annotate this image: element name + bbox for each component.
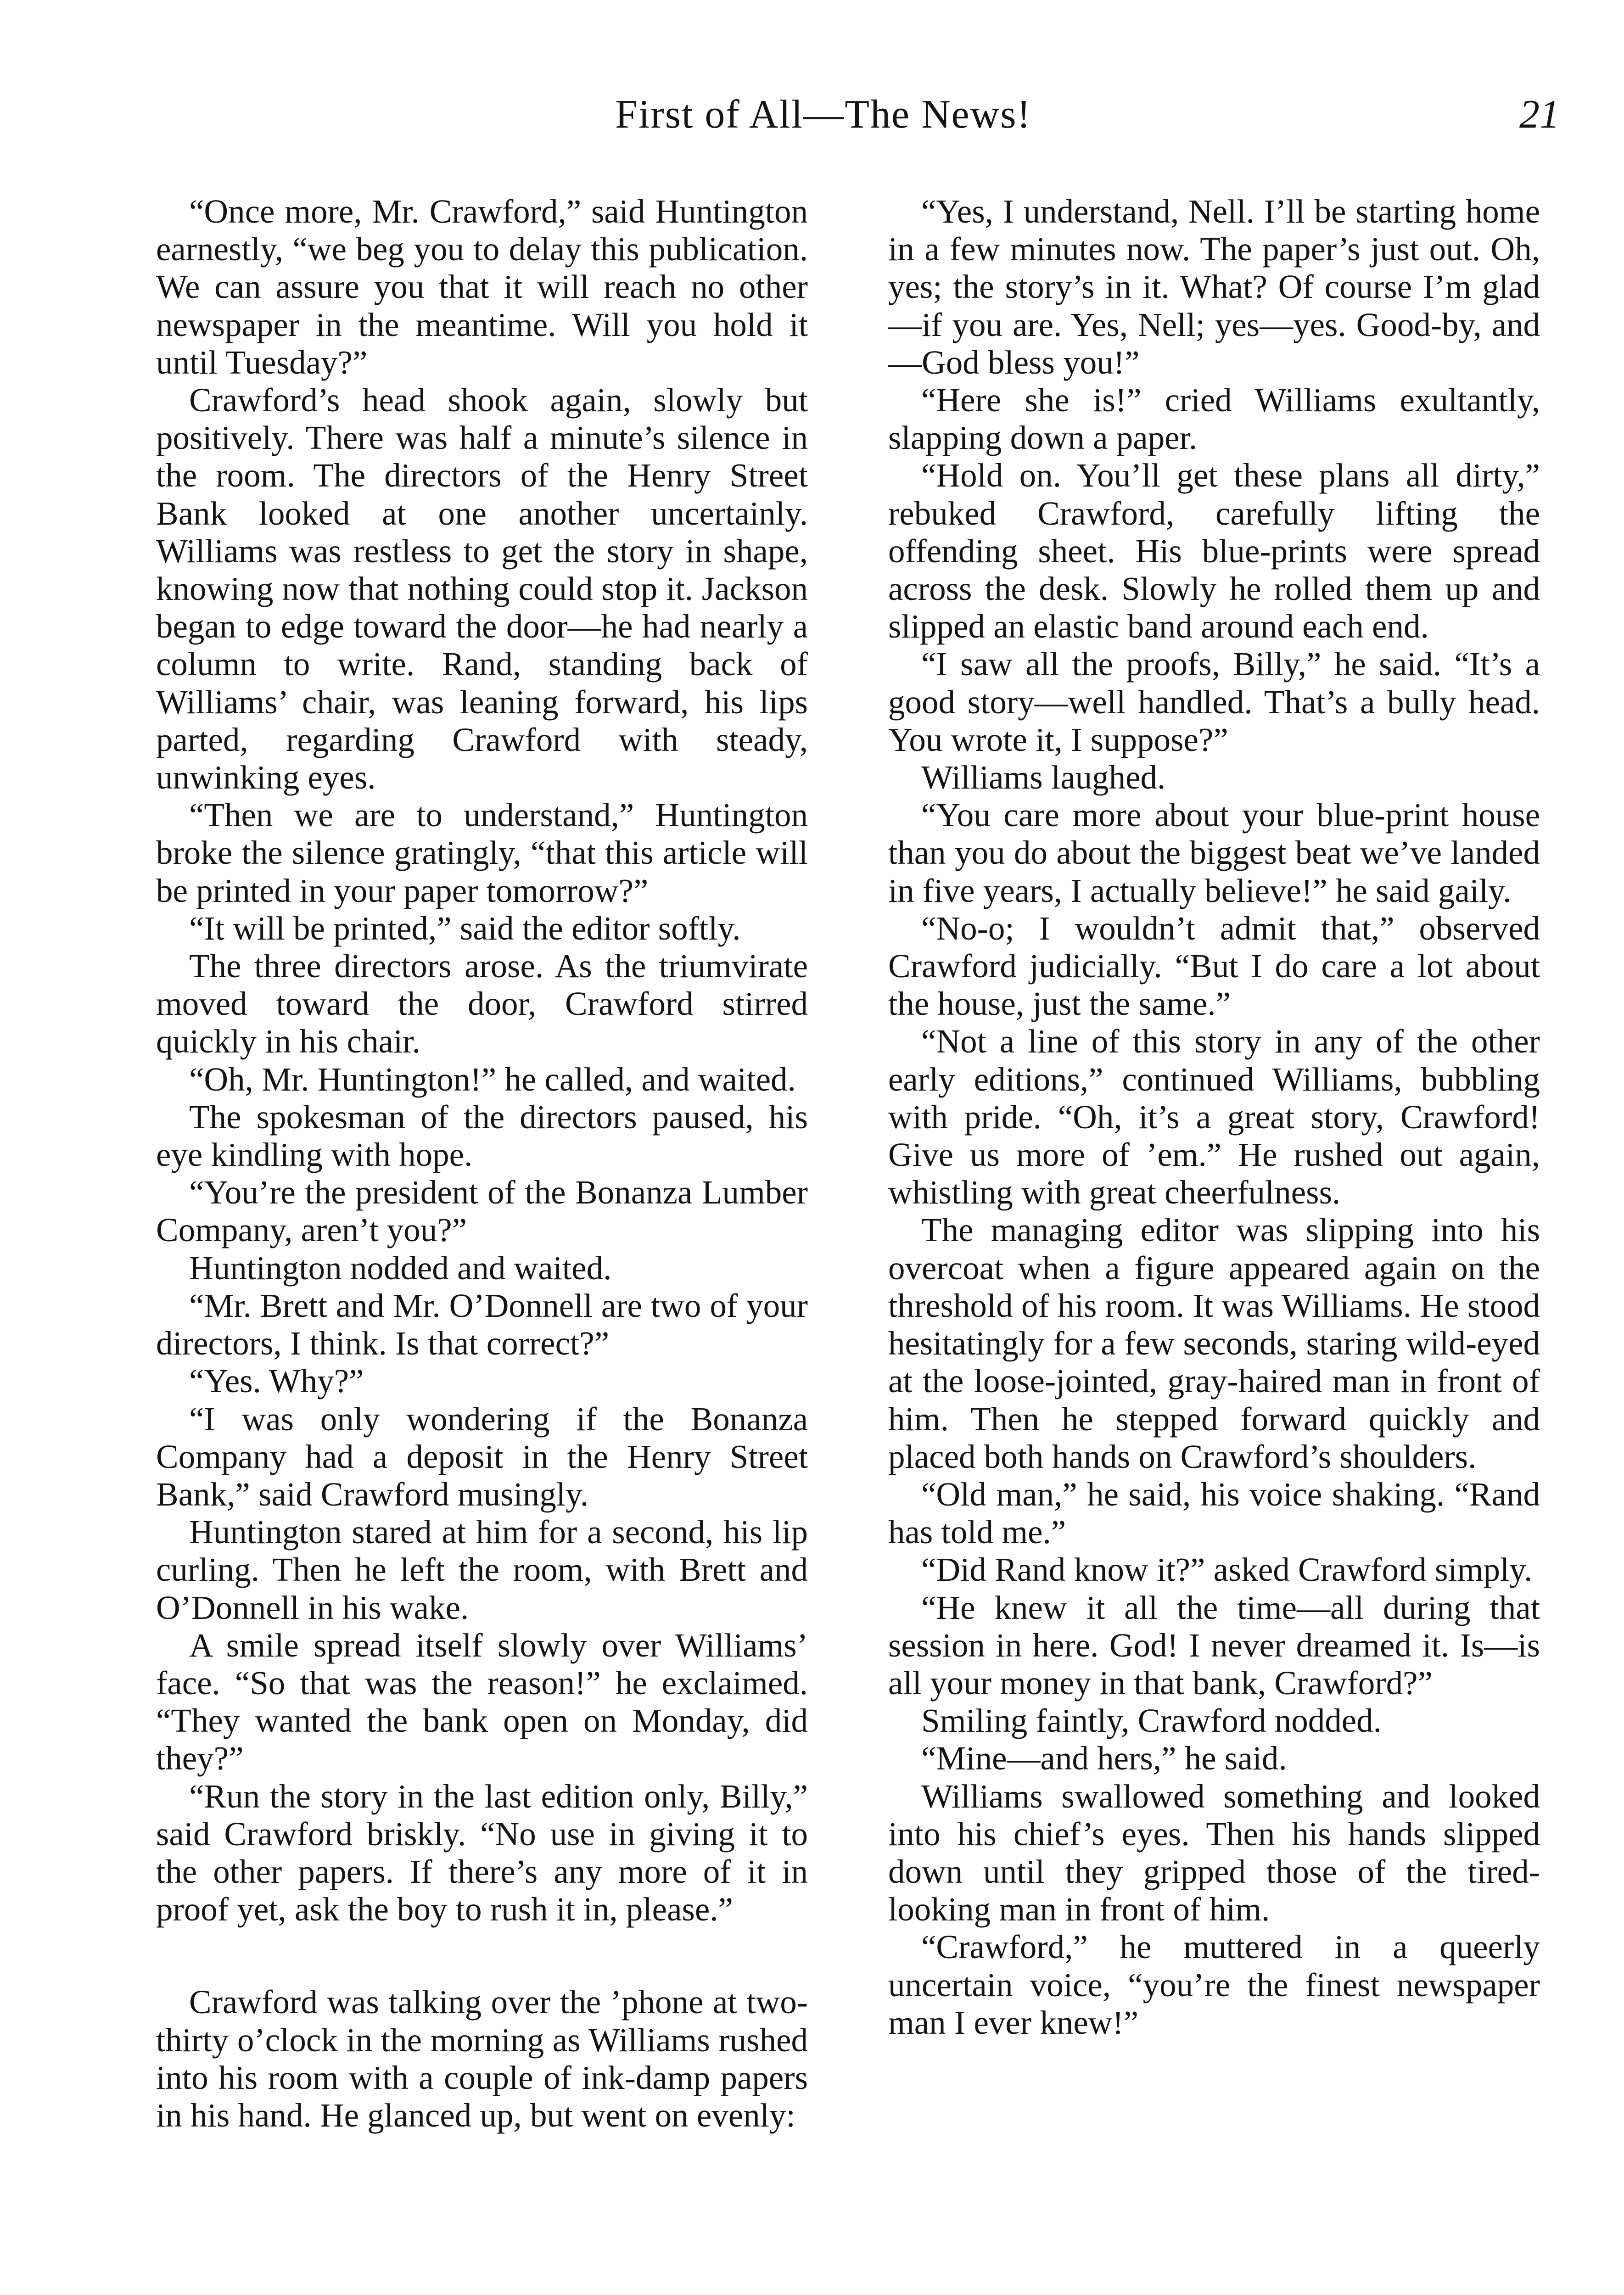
paragraph: “It will be printed,” said the editor softly. (189, 909, 741, 947)
paragraph: “I saw all the proofs, Billy,” he said. “It’s a good story—well handled. That’s a bully head. You wrote it, I suppose?” (888, 645, 1540, 758)
page-number: 21 (1519, 92, 1560, 137)
paragraph: “Did Rand know it?” asked Crawford simply. (921, 1551, 1533, 1589)
paragraph: “Then we are to understand,” Huntington broke the silence gratingly, “that this article will be printed in your paper tomorrow?” (156, 796, 808, 909)
paragraph: “He knew it all the time—all during that session in here. God! I never dreamed it. Is—is all your money in that bank, Crawford?” (888, 1589, 1540, 1702)
paragraph: “I was only wondering if the Bonanza Company had a deposit in the Henry Street Bank,” said Crawford musingly. (156, 1400, 808, 1513)
paragraph: “Mine—and hers,” he said. (921, 1740, 1287, 1777)
paragraph: “Old man,” he said, his voice shaking. “Rand has told me.” (888, 1475, 1540, 1551)
left-column (156, 193, 808, 2134)
paragraph: Smiling faintly, Crawford nodded. (921, 1702, 1382, 1740)
paragraph: “Here she is!” cried Williams exultantly, slapping down a paper. (888, 381, 1540, 457)
paragraph: “Once more, Mr. Crawford,” said Huntington earnestly, “we beg you to delay this publication. We can assure you that it will reach no other newspaper in the meantime. Will you hold it until Tuesday?” (156, 193, 808, 381)
paragraph: “Hold on. You’ll get these plans all dirty,” rebuked Crawford, carefully lifting the offending sheet. His blue-prints were spread across the desk. Slowly he rolled them up and slipped an elastic band around each end. (888, 457, 1540, 645)
page-header (0, 87, 1624, 151)
paragraph: “Run the story in the last edition only, Billy,” said Crawford briskly. “No use in giving it to the other papers. If there’s any more of it in proof yet, ask the boy to rush it in, please.” (156, 1777, 808, 1928)
paragraph: “Not a line of this story in any of the other early editions,” continued Williams, bubbling with pride. “Oh, it’s a great story, Crawford! Give us more of ’em.” He rushed out again, whistling with great cheerfulness. (888, 1023, 1540, 1211)
paragraph: The spokesman of the directors paused, his eye kindling with hope. (156, 1098, 808, 1174)
running-title: First of All—The News! (615, 92, 1031, 137)
paragraph: “Yes, I understand, Nell. I’ll be starting home in a few minutes now. The paper’s just out. Oh, yes; the story’s in it. What? Of course I’m glad—if you are. Yes, Nell; yes—yes. Good-by, and—God bless you!” (888, 193, 1540, 381)
paragraph: “You’re the president of the Bonanza Lumber Company, aren’t you?” (156, 1174, 808, 1249)
paragraph: Williams laughed. (921, 759, 1166, 796)
right-column (888, 193, 1540, 2042)
paragraph: “Yes. Why?” (189, 1362, 364, 1400)
paragraph: “You care more about your blue-print house than you do about the biggest beat we’ve landed in five years, I actually believe!” he said gaily. (888, 796, 1540, 909)
paragraph: Williams swallowed something and looked into his chief’s eyes. Then his hands slipped down until they gripped those of the tired-looking man in front of him. (888, 1777, 1540, 1928)
paragraph: “Mr. Brett and Mr. O’Donnell are two of your directors, I think. Is that correct?” (156, 1287, 808, 1362)
paragraph: The managing editor was slipping into his overcoat when a figure appeared again on the threshold of his room. It was Williams. He stood hesitatingly for a few seconds, staring wild-eyed at the loose-jointed, gray-haired man in front of him. Then he stepped forward quickly and placed both hands on Crawford’s shoulders. (888, 1211, 1540, 1475)
paragraph: “Oh, Mr. Huntington!” he called, and waited. (189, 1060, 796, 1098)
paragraph: “Crawford,” he muttered in a queerly uncertain voice, “you’re the finest newspaper man I ever knew!” (888, 1928, 1540, 2041)
paragraph: Crawford was talking over the ’phone at two-thirty o’clock in the morning as Williams rushed into his room with a couple of ink-damp papers in his hand. He glanced up, but went on evenly: (156, 1983, 808, 2134)
paragraph: Huntington stared at him for a second, his lip curling. Then he left the room, with Brett and O’Donnell in his wake. (156, 1513, 808, 1626)
paragraph: Huntington nodded and waited. (189, 1249, 612, 1287)
paragraph: The three directors arose. As the triumvirate moved toward the door, Crawford stirred quickly in his chair. (156, 947, 808, 1060)
paragraph: Crawford’s head shook again, slowly but positively. There was half a minute’s silence in the room. The directors of the Henry Street Bank looked at one another uncertainly. Williams was restless to get the story in shape, knowing now that nothing could stop it. Jackson began to edge toward the door—he had nearly a column to write. Rand, standing back of Williams’ chair, was leaning forward, his lips parted, regarding Crawford with steady, unwinking eyes. (156, 381, 808, 796)
paragraph: A smile spread itself slowly over Williams’ face. “So that was the reason!” he exclaimed. “They wanted the bank open on Monday, did they?” (156, 1626, 808, 1777)
paragraph: “No-o; I wouldn’t admit that,” observed Crawford judicially. “But I do care a lot about the house, just the same.” (888, 909, 1540, 1023)
